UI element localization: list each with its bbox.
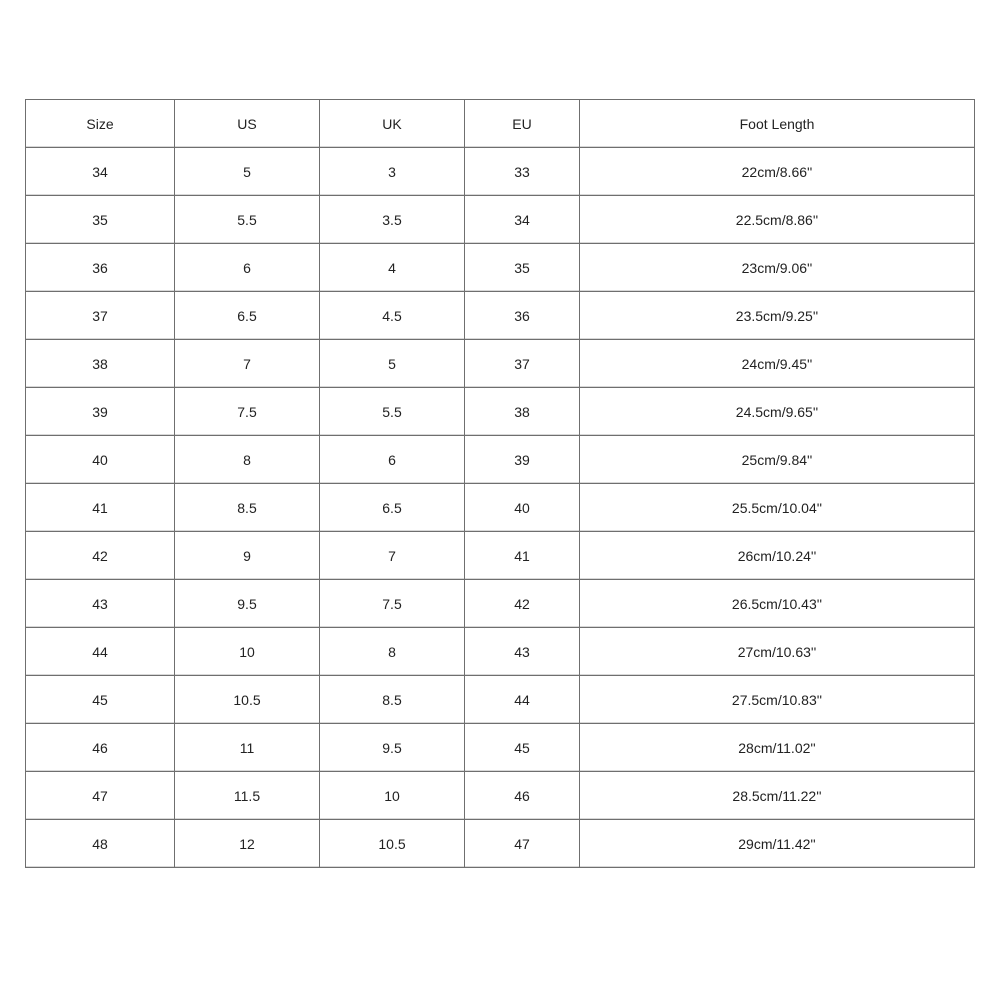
eu-cell: 35 [465,244,580,292]
table-row [26,148,975,196]
uk-cell: 10 [320,772,465,820]
header-uk: UK [320,100,465,148]
eu-cell: 36 [465,292,580,340]
table-row [26,436,975,484]
table-row [26,724,975,772]
table-row [26,628,975,676]
foot-length-cell: 26cm/10.24'' [580,532,975,580]
foot-length-cell: 23.5cm/9.25'' [580,292,975,340]
table-row [26,580,975,628]
foot-length-cell: 25.5cm/10.04'' [580,484,975,532]
us-cell: 9 [175,532,320,580]
table-row [26,484,975,532]
foot-length-cell: 24cm/9.45'' [580,340,975,388]
foot-length-cell: 22.5cm/8.86'' [580,196,975,244]
header-foot-length: Foot Length [580,100,975,148]
foot-length-cell: 24.5cm/9.65'' [580,388,975,436]
us-cell: 9.5 [175,580,320,628]
uk-cell: 7.5 [320,580,465,628]
size-cell: 39 [26,388,175,436]
table-row [26,532,975,580]
size-cell: 48 [26,820,175,868]
us-cell: 5 [175,148,320,196]
size-cell: 35 [26,196,175,244]
us-cell: 6 [175,244,320,292]
us-cell: 10 [175,628,320,676]
eu-cell: 39 [465,436,580,484]
table-row [26,388,975,436]
eu-cell: 44 [465,676,580,724]
size-chart-table [25,99,975,868]
foot-length-cell: 27.5cm/10.83'' [580,676,975,724]
foot-length-cell: 22cm/8.66'' [580,148,975,196]
eu-cell: 43 [465,628,580,676]
eu-cell: 47 [465,820,580,868]
foot-length-cell: 28.5cm/11.22'' [580,772,975,820]
uk-cell: 10.5 [320,820,465,868]
size-cell: 45 [26,676,175,724]
uk-cell: 9.5 [320,724,465,772]
eu-cell: 40 [465,484,580,532]
uk-cell: 6.5 [320,484,465,532]
eu-cell: 46 [465,772,580,820]
us-cell: 10.5 [175,676,320,724]
size-cell: 36 [26,244,175,292]
table-row [26,676,975,724]
uk-cell: 6 [320,436,465,484]
size-cell: 38 [26,340,175,388]
table-row [26,340,975,388]
table-row [26,196,975,244]
foot-length-cell: 25cm/9.84'' [580,436,975,484]
table-row [26,244,975,292]
table-row [26,772,975,820]
foot-length-cell: 27cm/10.63'' [580,628,975,676]
uk-cell: 4 [320,244,465,292]
table-body [26,148,975,868]
size-cell: 47 [26,772,175,820]
uk-cell: 3.5 [320,196,465,244]
foot-length-cell: 28cm/11.02'' [580,724,975,772]
us-cell: 8.5 [175,484,320,532]
us-cell: 12 [175,820,320,868]
header-us: US [175,100,320,148]
uk-cell: 7 [320,532,465,580]
header-eu: EU [465,100,580,148]
foot-length-cell: 23cm/9.06'' [580,244,975,292]
size-cell: 44 [26,628,175,676]
uk-cell: 4.5 [320,292,465,340]
us-cell: 5.5 [175,196,320,244]
uk-cell: 8.5 [320,676,465,724]
eu-cell: 38 [465,388,580,436]
table-row [26,292,975,340]
us-cell: 7.5 [175,388,320,436]
eu-cell: 45 [465,724,580,772]
size-chart-container [25,99,975,868]
uk-cell: 8 [320,628,465,676]
eu-cell: 42 [465,580,580,628]
table-row [26,820,975,868]
uk-cell: 5.5 [320,388,465,436]
foot-length-cell: 26.5cm/10.43'' [580,580,975,628]
us-cell: 11 [175,724,320,772]
eu-cell: 37 [465,340,580,388]
eu-cell: 41 [465,532,580,580]
size-cell: 43 [26,580,175,628]
size-cell: 46 [26,724,175,772]
us-cell: 7 [175,340,320,388]
size-cell: 37 [26,292,175,340]
header-size: Size [26,100,175,148]
size-cell: 34 [26,148,175,196]
size-cell: 41 [26,484,175,532]
uk-cell: 3 [320,148,465,196]
us-cell: 6.5 [175,292,320,340]
header-row [26,100,975,148]
eu-cell: 33 [465,148,580,196]
foot-length-cell: 29cm/11.42'' [580,820,975,868]
us-cell: 8 [175,436,320,484]
us-cell: 11.5 [175,772,320,820]
uk-cell: 5 [320,340,465,388]
size-cell: 42 [26,532,175,580]
size-cell: 40 [26,436,175,484]
eu-cell: 34 [465,196,580,244]
